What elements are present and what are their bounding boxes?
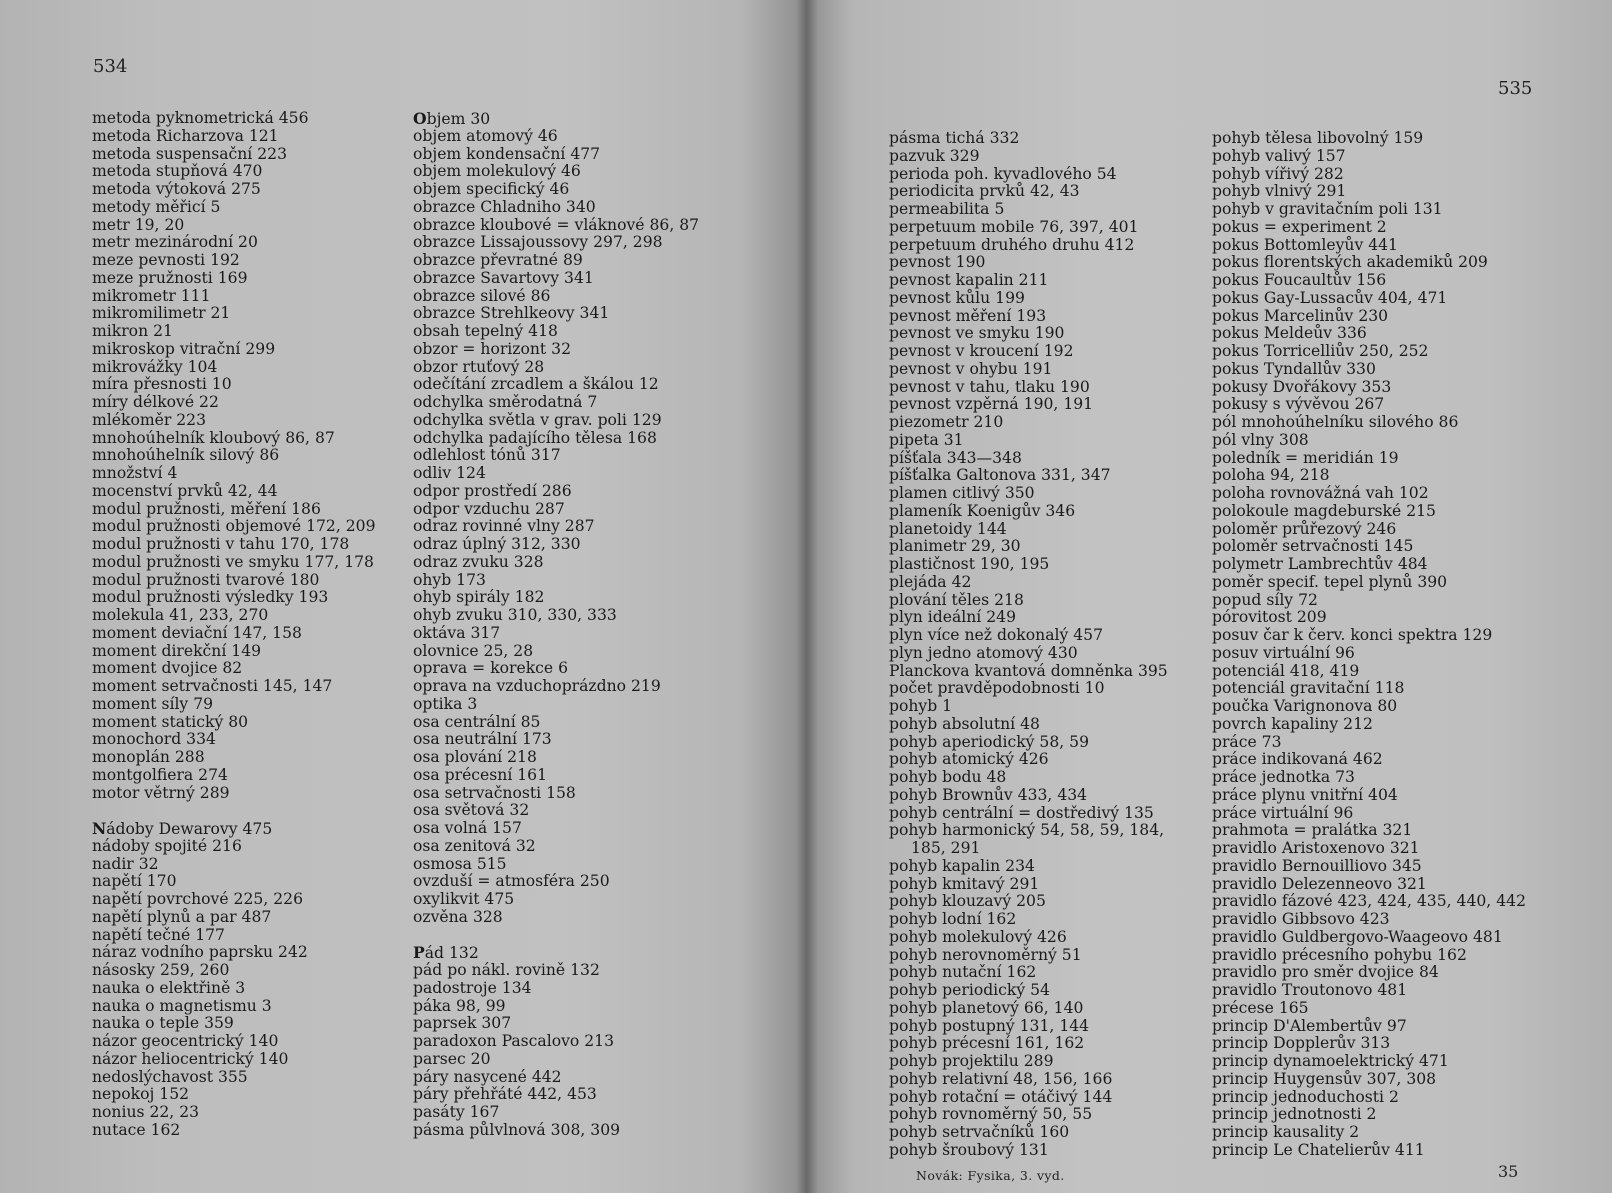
- index-entry: práce jednotka 73: [1212, 768, 1355, 786]
- index-entry: pohyb vířivý 282: [1212, 164, 1344, 183]
- index-entry: obrazce Lissajoussovy 297, 298: [413, 233, 663, 252]
- index-entry: povrch kapaliny 212: [1212, 714, 1373, 733]
- index-entry: Objem 30: [413, 109, 491, 128]
- index-entry: osa volná 157: [413, 819, 522, 837]
- left-index-column-2: [413, 110, 699, 1140]
- index-entry: plejáda 42: [889, 572, 972, 591]
- index-entry: práce 73: [1212, 732, 1282, 751]
- index-entry: plyn více než dokonalý 457: [889, 626, 1104, 644]
- index-entry: ozvěna 328: [413, 907, 503, 926]
- index-entry: Planckova kvantová domněnka 395: [889, 661, 1168, 680]
- index-entry: nadir 32: [92, 854, 159, 873]
- index-entry: pevnost kůlu 199: [889, 288, 1025, 307]
- index-entry: názor heliocentrický 140: [92, 1049, 289, 1068]
- index-entry: pohyb harmonický 54, 58, 59, 184,: [889, 821, 1165, 840]
- index-entry: pórovitost 209: [1212, 608, 1327, 627]
- index-entry: páka 98, 99: [413, 996, 506, 1015]
- index-entry: pohyb planetový 66, 140: [889, 998, 1084, 1017]
- index-entry: poměr specif. tepel plynů 390: [1212, 572, 1448, 591]
- index-entry: pokus Marcelinův 230: [1212, 306, 1389, 325]
- index-entry: pokus Meldeův 336: [1212, 324, 1367, 343]
- index-entry: princip kausality 2: [1212, 1123, 1360, 1141]
- index-entry: náraz vodního paprsku 242: [92, 943, 308, 962]
- index-entry: mlékoměr 223: [92, 410, 207, 429]
- index-entry: poloha 94, 218: [1212, 466, 1330, 485]
- index-entry: periodicita prvků 42, 43: [889, 182, 1080, 201]
- index-entry: osa světová 32: [413, 801, 530, 820]
- index-entry: moment dvojice 82: [92, 659, 243, 678]
- index-entry: perioda poh. kyvadlového 54: [889, 164, 1117, 183]
- index-entry: obrazce Strehlkeovy 341: [413, 304, 610, 323]
- index-entry: pokus = experiment 2: [1212, 217, 1387, 236]
- left-index-column-1: [92, 110, 376, 1140]
- index-entry: moment direkční 149: [92, 641, 262, 660]
- index-entry: popud síly 72: [1212, 590, 1318, 609]
- index-entry: plyn ideální 249: [889, 608, 1017, 627]
- index-entry: polokoule magdeburské 215: [1212, 501, 1436, 520]
- index-entry: pokus Gay-Lussacův 404, 471: [1212, 288, 1448, 307]
- index-entry: osa plování 218: [413, 748, 537, 766]
- right-index-column-2: [1212, 130, 1526, 1160]
- index-entry: parsec 20: [413, 1049, 491, 1068]
- index-entry: perpetuum druhého druhu 412: [889, 235, 1135, 254]
- index-entry: obrazce převratné 89: [413, 251, 583, 269]
- index-entry: osa setrvačnosti 158: [413, 783, 576, 802]
- index-entry: pevnost vzpěrná 190, 191: [889, 395, 1094, 414]
- index-entry: oxylikvit 475: [413, 890, 515, 908]
- left-page-number: 534: [93, 56, 128, 77]
- index-entry: pevnost v kroucení 192: [889, 342, 1074, 360]
- index-entry: pohyb molekulový 426: [889, 927, 1067, 946]
- index-entry: odchylka padajícího tělesa 168: [413, 428, 657, 447]
- book-footer: Novák: Fysika, 3. vyd.: [916, 1168, 1065, 1183]
- right-index-column-1: [889, 130, 1168, 1160]
- index-entry: nonius 22, 23: [92, 1103, 200, 1121]
- index-entry: metoda pyknometrická 456: [92, 109, 309, 127]
- index-entry: pohyb rovnoměrný 50, 55: [889, 1105, 1093, 1124]
- index-entry: pohyb absolutní 48: [889, 714, 1040, 733]
- index-entry: práce virtuální 96: [1212, 803, 1354, 822]
- index-entry: metoda stupňová 470: [92, 162, 263, 181]
- index-entry: ohyb zvuku 310, 330, 333: [413, 606, 617, 624]
- index-entry: meze pružnosti 169: [92, 268, 248, 287]
- index-entry: moment deviační 147, 158: [92, 623, 302, 642]
- index-entry: padostroje 134: [413, 978, 532, 997]
- index-entry: permeabilita 5: [889, 200, 1005, 218]
- index-entry: ohyb spirály 182: [413, 588, 545, 607]
- index-entry: prahmota = pralátka 321: [1212, 821, 1413, 840]
- index-entry: montgolfiera 274: [92, 765, 228, 784]
- index-entry: obzor rtuťový 28: [413, 357, 545, 376]
- index-entry: obsah tepelný 418: [413, 322, 558, 340]
- book-spine: [796, 0, 818, 1193]
- index-entry: píšťala 343—348: [889, 448, 1022, 467]
- index-entry: odečítání zrcadlem a škálou 12: [413, 375, 659, 394]
- index-entry: modul pružnosti výsledky 193: [92, 588, 329, 607]
- index-entry: olovnice 25, 28: [413, 641, 534, 660]
- index-entry: pevnost kapalin 211: [889, 271, 1049, 289]
- index-entry: modul pružnosti tvarové 180: [92, 570, 320, 589]
- index-entry: objem molekulový 46: [413, 162, 581, 181]
- index-entry: paradoxon Pascalovo 213: [413, 1032, 614, 1050]
- index-entry: pohyb kapalin 234: [889, 856, 1035, 875]
- index-entry: pohyb setrvačníků 160: [889, 1123, 1070, 1141]
- index-entry: plamen citlivý 350: [889, 484, 1035, 502]
- index-entry: pravidlo Bernouilliovo 345: [1212, 856, 1422, 875]
- index-entry: pokus Foucaultův 156: [1212, 271, 1387, 289]
- index-entry: pohyb précesní 161, 162: [889, 1034, 1085, 1053]
- index-entry: princip D'Alembertův 97: [1212, 1016, 1407, 1035]
- index-entry: potenciál 418, 419: [1212, 661, 1360, 680]
- index-entry: osa centrální 85: [413, 712, 541, 731]
- index-entry: planimetr 29, 30: [889, 537, 1021, 556]
- index-entry: páry nasycené 442: [413, 1067, 562, 1086]
- index-entry: pravidlo pro směr dvojice 84: [1212, 963, 1439, 982]
- index-entry: mikromilimetr 21: [92, 304, 231, 323]
- index-entry: pohyb centrální = dostředivý 135: [889, 803, 1154, 822]
- index-entry: pohyb lodní 162: [889, 910, 1017, 928]
- index-entry: potenciál gravitační 118: [1212, 679, 1405, 698]
- index-entry: modul pružnosti objemové 172, 209: [92, 517, 376, 536]
- index-entry: pohyb projektilu 289: [889, 1052, 1054, 1070]
- index-entry: pohyb aperiodický 58, 59: [889, 732, 1090, 751]
- index-entry: pravidlo Guldbergovo-Waageovo 481: [1212, 927, 1503, 946]
- index-entry: mikrometr 111: [92, 286, 211, 305]
- index-entry: Nádoby Dewarovy 475: [92, 819, 273, 838]
- index-entry: pohyb nutační 162: [889, 963, 1037, 982]
- index-entry: pohyb valivý 157: [1212, 146, 1346, 165]
- index-entry: pazvuk 329: [889, 146, 980, 165]
- index-entry: planetoidy 144: [889, 519, 1007, 538]
- index-entry: polymetr Lambrechtův 484: [1212, 555, 1428, 573]
- index-entry: názor geocentrický 140: [92, 1032, 279, 1050]
- index-entry: pól mnohoúhelníku silového 86: [1212, 413, 1459, 431]
- index-entry: odraz rovinné vlny 287: [413, 517, 595, 536]
- index-entry: moment statický 80: [92, 712, 249, 731]
- index-entry: posuv čar k červ. konci spektra 129: [1212, 626, 1493, 644]
- index-entry: modul pružnosti v tahu 170, 178: [92, 535, 350, 553]
- index-entry: množství 4: [92, 464, 178, 482]
- index-entry: obrazce kloubové = vláknové 86, 87: [413, 215, 700, 234]
- index-entry: mocenství prvků 42, 44: [92, 481, 278, 500]
- index-entry: metody měřicí 5: [92, 197, 221, 216]
- index-entry: nauka o teple 359: [92, 1014, 234, 1033]
- index-entry: nutace 162: [92, 1120, 181, 1139]
- index-entry: osa neutrální 173: [413, 730, 552, 749]
- index-section-gap: [413, 927, 699, 945]
- index-entry: poloměr průřezový 246: [1212, 519, 1397, 538]
- index-entry: princip Dopplerův 313: [1212, 1034, 1391, 1053]
- index-entry: metr mezinárodní 20: [92, 233, 258, 252]
- index-entry: molekula 41, 233, 270: [92, 606, 269, 624]
- index-entry: odchylka směrodatná 7: [413, 393, 598, 411]
- index-entry: nádoby spojité 216: [92, 836, 242, 855]
- index-entry: odpor prostředí 286: [413, 481, 572, 500]
- index-entry: míra přesnosti 10: [92, 375, 232, 394]
- index-entry: pól vlny 308: [1212, 430, 1309, 449]
- index-entry: pohyb postupný 131, 144: [889, 1016, 1090, 1035]
- index-entry: napětí plynů a par 487: [92, 907, 272, 926]
- index-entry: odraz úplný 312, 330: [413, 535, 581, 553]
- index-entry: poledník = meridián 19: [1212, 448, 1399, 467]
- index-entry: pohyb tělesa libovolný 159: [1212, 129, 1424, 147]
- index-entry: Pád 132: [413, 943, 479, 963]
- index-entry: pohyb 1: [889, 697, 953, 715]
- index-entry: poloměr setrvačnosti 145: [1212, 537, 1414, 556]
- index-entry: obrazce Savartovy 341: [413, 268, 594, 287]
- index-entry: plameník Koenigův 346: [889, 501, 1076, 520]
- index-entry: princip Huygensův 307, 308: [1212, 1069, 1437, 1088]
- index-entry: oprava na vzduchoprázdno 219: [413, 677, 661, 695]
- index-entry: násosky 259, 260: [92, 961, 230, 979]
- index-entry: princip Le Chatelierův 411: [1212, 1140, 1425, 1159]
- index-entry: pevnost měření 193: [889, 306, 1047, 325]
- index-entry: pád po nákl. rovině 132: [413, 961, 600, 979]
- index-entry: metoda Richarzova 121: [92, 126, 279, 145]
- index-entry: pasáty 167: [413, 1103, 500, 1121]
- index-entry: odliv 124: [413, 464, 486, 482]
- index-entry: pohyb šroubový 131: [889, 1140, 1049, 1159]
- index-entry: objem atomový 46: [413, 126, 558, 145]
- index-entry: odlehlost tónů 317: [413, 446, 561, 465]
- index-entry: pohyb vlnivý 291: [1212, 182, 1347, 201]
- index-entry: mnohoúhelník kloubový 86, 87: [92, 428, 335, 447]
- index-entry: napětí tečné 177: [92, 925, 225, 944]
- index-entry: plování těles 218: [889, 590, 1024, 609]
- index-entry: odraz zvuku 328: [413, 552, 544, 571]
- index-entry: pokus Tyndallův 330: [1212, 359, 1376, 378]
- index-entry: pásma tichá 332: [889, 129, 1020, 147]
- index-entry: pevnost 190: [889, 253, 986, 272]
- index-entry: princip dynamoelektrický 471: [1212, 1052, 1449, 1070]
- index-entry: piezometr 210: [889, 413, 1004, 431]
- index-entry: nauka o elektřině 3: [92, 978, 246, 997]
- index-entry: nedoslýchavost 355: [92, 1067, 248, 1086]
- index-entry: pipeta 31: [889, 430, 964, 449]
- index-entry: modul pružnosti ve smyku 177, 178: [92, 552, 374, 571]
- index-entry: mikroskop vitrační 299: [92, 339, 276, 358]
- index-entry: pohyb nerovnoměrný 51: [889, 945, 1082, 964]
- index-entry: ovzduší = atmosféra 250: [413, 872, 610, 891]
- index-entry: napětí 170: [92, 872, 177, 891]
- index-entry: moment setrvačnosti 145, 147: [92, 677, 333, 695]
- index-entry: objem kondensační 477: [413, 144, 601, 163]
- index-section-gap: [92, 802, 376, 820]
- index-entry: 185, 291: [911, 839, 981, 857]
- index-entry: nauka o magnetismu 3: [92, 996, 272, 1015]
- index-entry: pokus florentských akademiků 209: [1212, 253, 1488, 272]
- index-entry: míry délkové 22: [92, 393, 219, 411]
- index-entry: objem specifický 46: [413, 180, 570, 198]
- index-entry: počet pravděpodobnosti 10: [889, 679, 1105, 698]
- index-entry: pohyb atomický 426: [889, 750, 1049, 769]
- index-entry: pásma půlvlnová 308, 309: [413, 1120, 621, 1139]
- index-entry: píšťalka Galtonova 331, 347: [889, 466, 1111, 485]
- index-entry: monoplán 288: [92, 748, 205, 766]
- index-entry: mikron 21: [92, 322, 173, 340]
- index-entry: osa précesní 161: [413, 765, 548, 784]
- index-entry: metoda suspensační 223: [92, 144, 287, 163]
- index-entry: mnohoúhelník silový 86: [92, 446, 280, 465]
- index-entry: plastičnost 190, 195: [889, 555, 1050, 573]
- index-entry: pohyb bodu 48: [889, 768, 1007, 786]
- index-entry: princip jednotnosti 2: [1212, 1105, 1377, 1124]
- index-entry: plyn jedno atomový 430: [889, 643, 1078, 662]
- index-entry: metoda výtoková 275: [92, 180, 261, 198]
- signature-mark: 35: [1498, 1162, 1519, 1181]
- index-entry: perpetuum mobile 76, 397, 401: [889, 217, 1139, 236]
- index-entry: pokusy s vývěvou 267: [1212, 395, 1385, 414]
- index-entry: práce plynu vnitřní 404: [1212, 785, 1398, 804]
- index-entry: pohyb klouzavý 205: [889, 892, 1046, 911]
- index-entry: páry přehřáté 442, 453: [413, 1085, 597, 1104]
- index-entry: posuv virtuální 96: [1212, 643, 1355, 662]
- index-entry: obzor = horizont 32: [413, 339, 571, 358]
- index-entry: pohyb rotační = otáčivý 144: [889, 1087, 1113, 1106]
- index-entry: oprava = korekce 6: [413, 659, 569, 678]
- index-entry: ohyb 173: [413, 570, 486, 589]
- index-entry: pohyb relativní 48, 156, 166: [889, 1069, 1113, 1088]
- index-entry: osmosa 515: [413, 854, 507, 873]
- index-entry: monochord 334: [92, 730, 216, 749]
- index-entry: obrazce Chladniho 340: [413, 197, 596, 216]
- index-entry: pevnost v tahu, tlaku 190: [889, 377, 1090, 396]
- index-entry: pokus Torricelliův 250, 252: [1212, 342, 1429, 360]
- index-entry: nepokoj 152: [92, 1085, 190, 1104]
- right-page: [806, 0, 1612, 1193]
- index-entry: pravidlo Aristoxenovo 321: [1212, 839, 1420, 857]
- index-entry: poučka Varignonova 80: [1212, 697, 1398, 715]
- index-entry: pohyb kmitavý 291: [889, 874, 1040, 893]
- index-entry: osa zenitová 32: [413, 836, 536, 855]
- index-entry: pevnost ve smyku 190: [889, 324, 1065, 343]
- index-entry: optika 3: [413, 694, 478, 713]
- index-entry: poloha rovnovážná vah 102: [1212, 484, 1429, 502]
- index-entry: práce indikovaná 462: [1212, 750, 1383, 769]
- index-entry: mikrovážky 104: [92, 357, 218, 376]
- index-entry: pohyb Brownův 433, 434: [889, 785, 1088, 804]
- index-entry: pravidlo Delezenneovo 321: [1212, 874, 1427, 893]
- index-entry: napětí povrchové 225, 226: [92, 890, 303, 908]
- index-entry: paprsek 307: [413, 1014, 512, 1033]
- index-entry: odchylka světla v grav. poli 129: [413, 410, 662, 429]
- index-entry: princip jednoduchosti 2: [1212, 1087, 1399, 1106]
- index-entry: pevnost v ohybu 191: [889, 359, 1053, 378]
- index-entry: modul pružnosti, měření 186: [92, 499, 321, 518]
- index-entry: pravidlo Gibbsovo 423: [1212, 910, 1390, 928]
- index-entry: pravidlo fázové 423, 424, 435, 440, 442: [1212, 892, 1526, 911]
- index-entry: pohyb v gravitačním poli 131: [1212, 200, 1443, 218]
- index-entry: motor větrný 289: [92, 783, 230, 802]
- index-entry: pokusy Dvořákovy 353: [1212, 377, 1392, 396]
- index-entry: oktáva 317: [413, 623, 501, 642]
- index-entry: pohyb periodický 54: [889, 981, 1050, 999]
- index-entry: odpor vzduchu 287: [413, 499, 565, 518]
- index-entry: pravidlo Troutonovo 481: [1212, 981, 1408, 999]
- index-entry: moment síly 79: [92, 694, 214, 713]
- index-entry: meze pevnosti 192: [92, 251, 240, 269]
- index-entry: obrazce silové 86: [413, 286, 551, 305]
- index-entry: metr 19, 20: [92, 215, 185, 234]
- right-page-number: 535: [1498, 78, 1533, 99]
- index-entry: précese 165: [1212, 998, 1309, 1017]
- index-entry: pokus Bottomleyův 441: [1212, 235, 1398, 254]
- index-entry: pravidlo précesního pohybu 162: [1212, 945, 1467, 964]
